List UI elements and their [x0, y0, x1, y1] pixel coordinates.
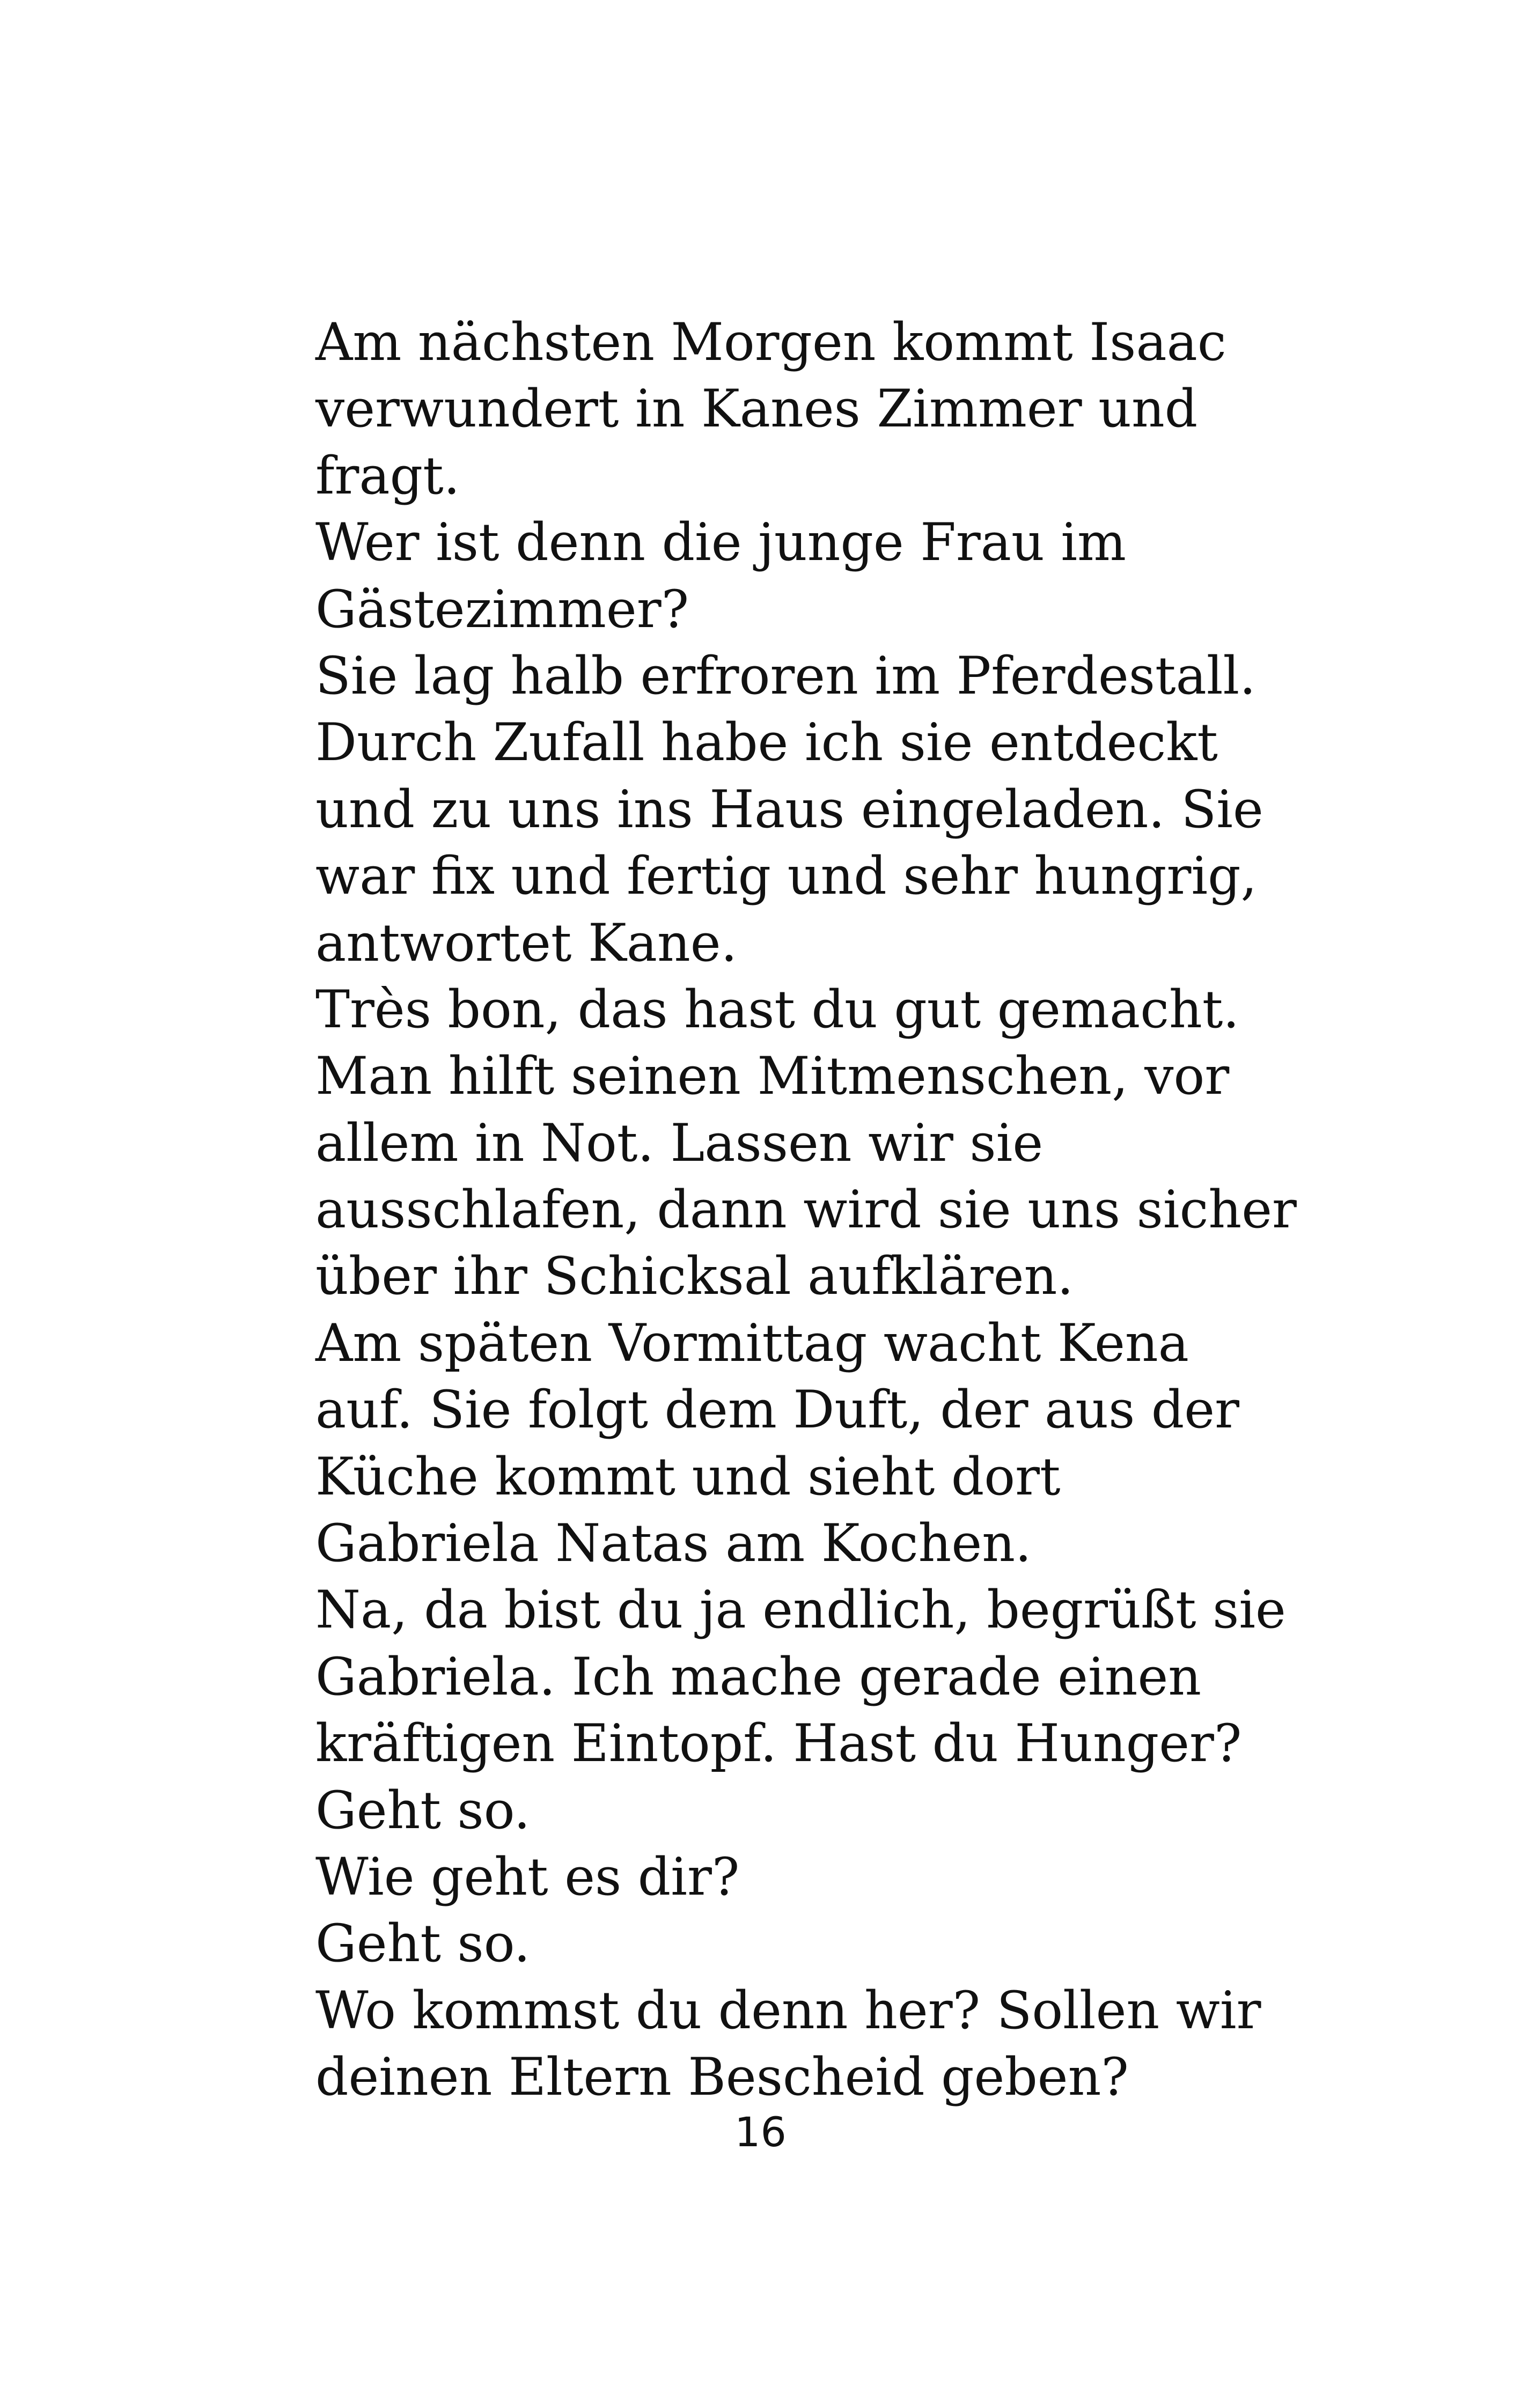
text-line: Geht so.	[315, 1913, 531, 1974]
text-line: ausschlafen, dann wird sie uns sicher	[315, 1180, 1297, 1240]
text-line: Küche kommt und sieht dort	[315, 1446, 1061, 1507]
text-line: kräftigen Eintopf. Hast du Hunger?	[315, 1713, 1242, 1774]
text-line: Durch Zufall habe ich sie entdeckt	[315, 712, 1218, 773]
text-line: Na, da bist du ja endlich, begrüßt sie	[315, 1580, 1286, 1640]
text-line: Wer ist denn die junge Frau im	[315, 512, 1127, 573]
text-line: Wie geht es dir?	[315, 1846, 740, 1907]
text-line: Man hilft seinen Mitmenschen, vor	[315, 1046, 1230, 1107]
text-line: Gabriela. Ich mache gerade einen	[315, 1646, 1202, 1707]
text-line: war fix und fertig und sehr hungrig,	[315, 846, 1258, 907]
body-text	[315, 309, 1297, 2111]
text-line: Sie lag halb erfroren im Pferdestall.	[315, 645, 1256, 706]
text-line: Gabriela Natas am Kochen.	[315, 1513, 1032, 1574]
text-line: antwortet Kane.	[315, 912, 738, 973]
text-line: Geht so.	[315, 1780, 531, 1840]
text-line: fragt.	[315, 445, 460, 506]
text-line: Très bon, das hast du gut gemacht.	[315, 979, 1239, 1040]
text-line: Am späten Vormittag wacht Kena	[315, 1313, 1189, 1373]
text-line: allem in Not. Lassen wir sie	[315, 1113, 1044, 1173]
text-line: Wo kommst du denn her? Sollen wir	[315, 1980, 1261, 2041]
text-line: deinen Eltern Bescheid geben?	[315, 2047, 1129, 2108]
text-line: auf. Sie folgt dem Duft, der aus der	[315, 1380, 1239, 1440]
page-number: 16	[734, 2108, 787, 2156]
text-line: Am nächsten Morgen kommt Isaac	[315, 312, 1226, 372]
text-line: verwundert in Kanes Zimmer und	[315, 379, 1198, 439]
text-line: Gästezimmer?	[315, 579, 689, 639]
text-line: über ihr Schicksal aufklären.	[315, 1246, 1074, 1307]
text-line: und zu uns ins Haus eingeladen. Sie	[315, 779, 1263, 840]
